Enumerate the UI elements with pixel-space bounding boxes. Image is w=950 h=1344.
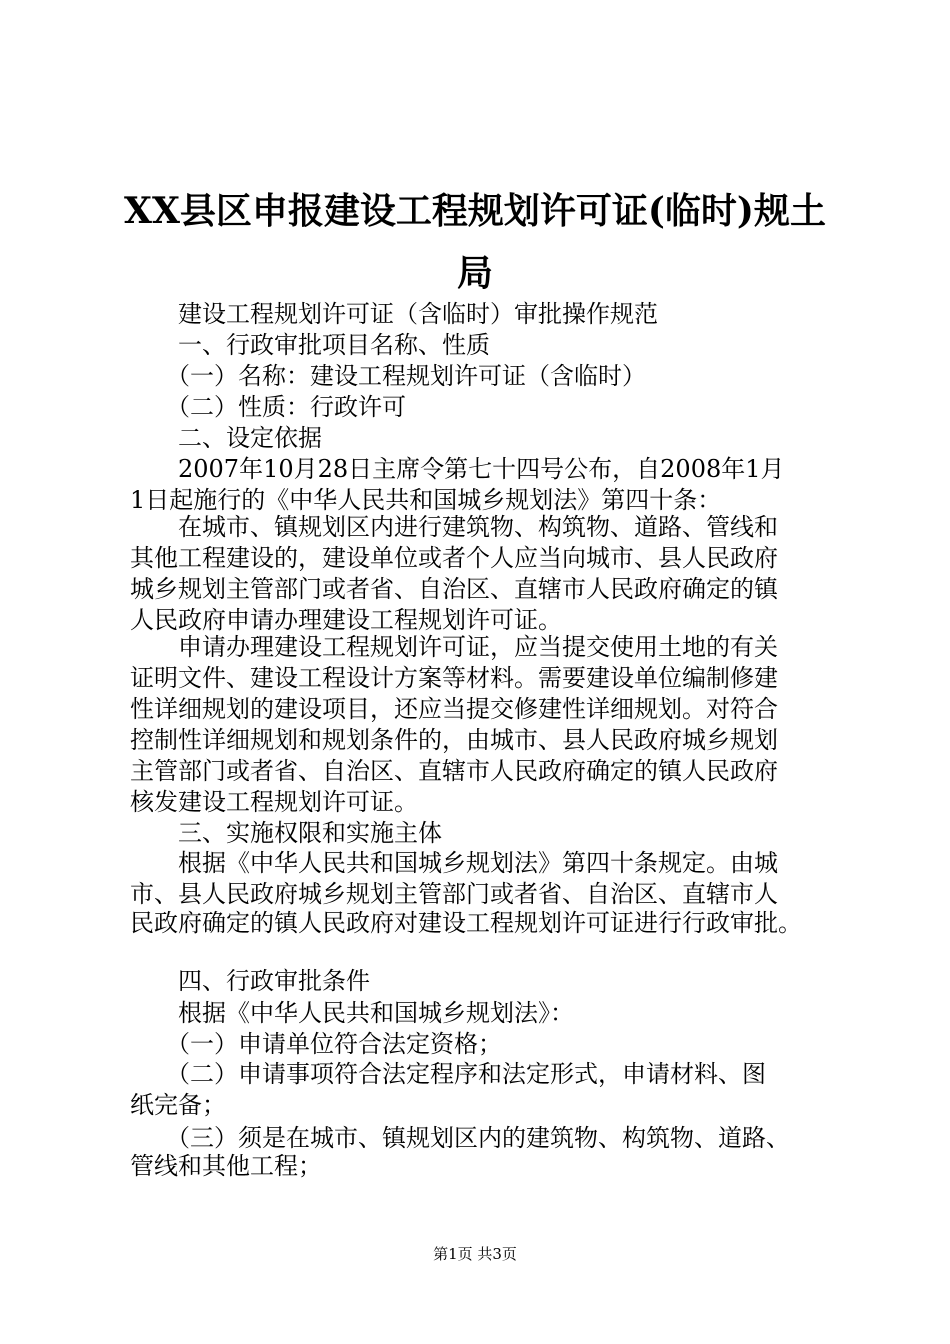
text-line: 二、设定依据 [130,424,322,452]
text-line: 城乡规划主管部门或者省、自治区、直辖市人民政府确定的镇 [130,575,778,603]
text-line: 主管部门或者省、自治区、直辖市人民政府确定的镇人民政府 [130,757,778,785]
text-line: 民政府确定的镇人民政府对建设工程规划许可证进行行政审批。 [130,909,802,937]
text-line: 2007年10月28日主席令第七十四号公布，自2008年1月 [130,455,785,483]
text-line: 证明文件、建设工程设计方案等材料。需要建设单位编制修建 [130,664,778,692]
text-line: 建设工程规划许可证（含临时）审批操作规范 [130,300,658,328]
text-line: （三）须是在城市、镇规划区内的建筑物、构筑物、道路、 [130,1124,790,1152]
text-line: 1日起施行的《中华人民共和国城乡规划法》第四十条： [130,486,722,514]
text-line: 根据《中华人民共和国城乡规划法》： [130,999,574,1027]
text-line: 其他工程建设的，建设单位或者个人应当向城市、县人民政府 [130,544,778,572]
text-line: 四、行政审批条件 [130,967,370,995]
text-line: 性详细规划的建设项目，还应当提交修建性详细规划。对符合 [130,695,778,723]
text-line: 申请办理建设工程规划许可证，应当提交使用土地的有关 [130,633,778,661]
document-title-line-1: XX县区申报建设工程规划许可证(临时)规土 [124,190,826,232]
page-number-footer: 第1页 共3页 [433,1245,517,1263]
text-line: 一、行政审批项目名称、性质 [130,331,490,359]
text-line: 控制性详细规划和规划条件的，由城市、县人民政府城乡规划 [130,726,778,754]
text-line: （一）申请单位符合法定资格； [130,1030,502,1058]
text-line: 根据《中华人民共和国城乡规划法》第四十条规定。由城 [130,849,778,877]
text-line: 在城市、镇规划区内进行建筑物、构筑物、道路、管线和 [130,513,778,541]
text-line: 三、实施权限和实施主体 [130,819,442,847]
document-title-line-2: 局 [456,252,493,294]
text-line: （二）性质：行政许可 [130,393,406,421]
text-line: 管线和其他工程； [130,1152,322,1180]
text-line: 市、县人民政府城乡规划主管部门或者省、自治区、直辖市人 [130,880,778,908]
text-line: 人民政府申请办理建设工程规划许可证。 [130,606,562,634]
text-line: 纸完备； [130,1091,226,1119]
text-line: 核发建设工程规划许可证。 [130,788,418,816]
text-line: （二）申请事项符合法定程序和法定形式，申请材料、图 [130,1060,766,1088]
text-line: （一）名称：建设工程规划许可证（含临时） [130,362,646,390]
